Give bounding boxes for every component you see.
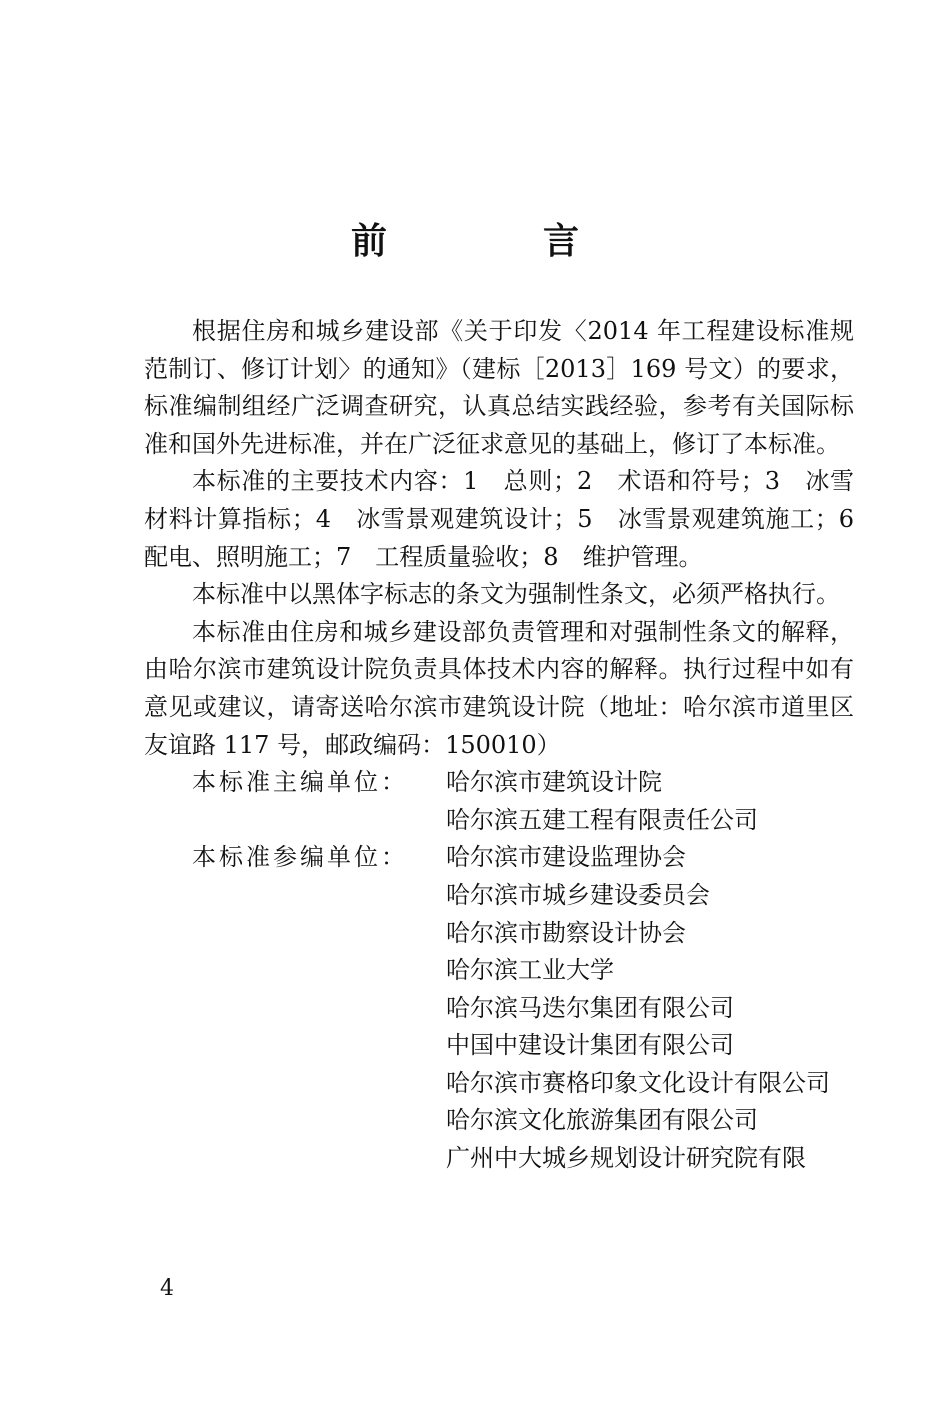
page-title: 前 言 [350, 221, 639, 262]
participating-unit-item: 哈尔滨市城乡建设委员会 [446, 880, 710, 909]
page-number: 4 [160, 1276, 174, 1301]
paragraph-main-contents: 本标准的主要技术内容：1 总则；2 术语和符号；3 冰雪材料计算指标；4 冰雪景观建筑设计；5 冰雪景观建筑施工；6 配电、照明施工；7 工程质量验收；8 维护管理。 [144, 467, 878, 571]
participating-unit-item: 哈尔滨市勘察设计协会 [446, 918, 686, 947]
participating-unit-item: 哈尔滨马迭尔集团有限公司 [446, 993, 734, 1022]
paragraph-mandatory-clauses: 本标准中以黑体字标志的条文为强制性条文，必须严格执行。 [192, 580, 840, 609]
chief-units-block [144, 764, 854, 839]
participating-units-block [144, 839, 854, 1177]
chief-units-label: 本标准主编单位： [192, 768, 408, 797]
paragraph-background: 根据住房和城乡建设部《关于印发〈2014 年工程建设标准规范制订、修订计划〉的通知》（建标［2013］169 号文）的要求，标准编制组经广泛调查研究，认真总结实践经验，参考有关国际标准和国外先进标准，并在广泛征求意见的基础上，修订了本标准。 [144, 317, 854, 458]
participating-unit-item: 中国中建设计集团有限公司 [446, 1031, 734, 1060]
foreword-body [144, 313, 878, 1178]
participating-unit-item: 哈尔滨工业大学 [446, 956, 614, 985]
participating-unit-item: 广州中大城乡规划设计研究院有限 [446, 1144, 806, 1173]
participating-unit-item: 哈尔滨文化旅游集团有限公司 [446, 1106, 758, 1135]
chief-unit-item: 哈尔滨市建筑设计院 [446, 768, 662, 797]
participating-units-list [446, 839, 854, 1177]
participating-unit-item: 哈尔滨市建设监理协会 [446, 843, 686, 872]
participating-unit-item: 哈尔滨市赛格印象文化设计有限公司 [446, 1068, 830, 1097]
chief-units-list [446, 764, 854, 839]
participating-units-label: 本标准参编单位： [192, 843, 408, 872]
chief-unit-item: 哈尔滨五建工程有限责任公司 [446, 805, 758, 834]
paragraph-management: 本标准由住房和城乡建设部负责管理和对强制性条文的解释，由哈尔滨市建筑设计院负责具体技术内容的解释。执行过程中如有意见或建议，请寄送哈尔滨市建筑设计院（地址：哈尔滨市道里区友谊路 117 号，邮政编码：150010） [144, 617, 854, 759]
